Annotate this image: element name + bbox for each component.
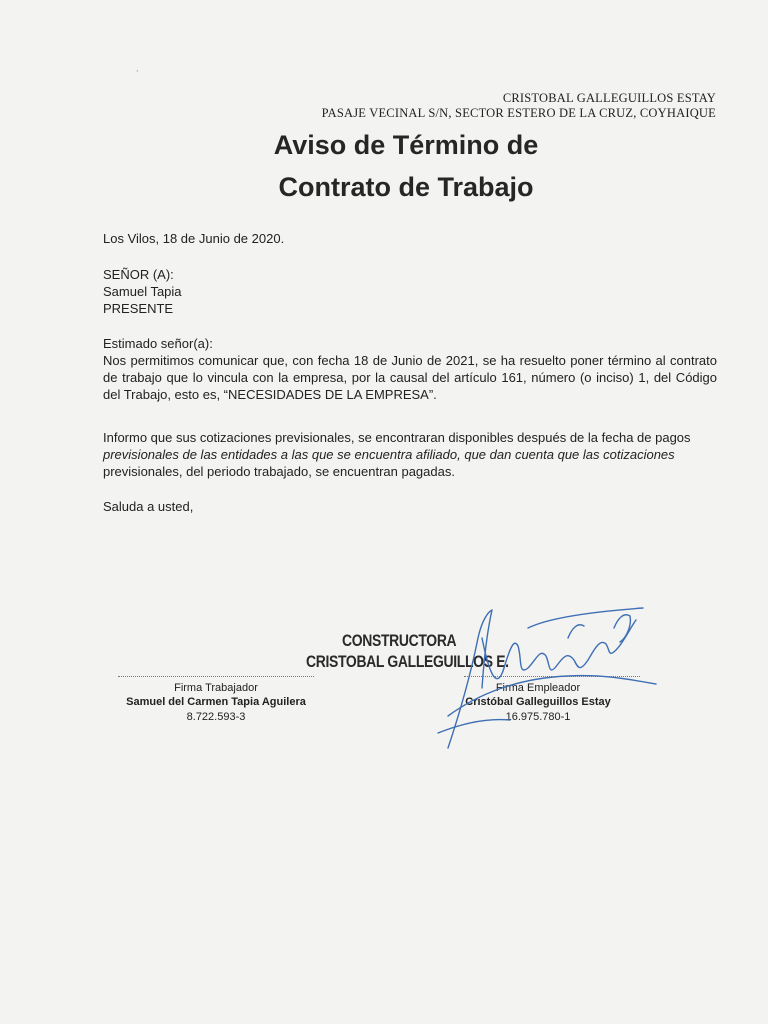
employer-rut: 16.975.780-1 (505, 711, 571, 723)
body-paragraph-2-line1: Informo que sus cotizaciones previsionales, se encontraran disponibles después de la fecha de pagos (103, 430, 691, 445)
greeting: Estimado señor(a): (103, 336, 213, 351)
scan-speck: , (136, 64, 139, 73)
body-paragraph-1: Nos permitimos comunicar que, con fecha 18 de Junio de 2021, se ha resuelto poner término al contrato de trabajo que lo vincula con la empresa, por la causal del artículo 161, número (o inciso) 1, del Código del Trabajo, esto es, “NECESIDADES DE LA EMPRESA”. (103, 353, 717, 402)
company-stamp-line2: CRISTOBAL GALLEGUILLOS E. (306, 652, 509, 671)
employer-signature-label: Firma Empleador (495, 682, 581, 694)
worker-signature-label: Firma Trabajador (174, 682, 258, 694)
document-title-line1: Aviso de Término de (273, 130, 539, 160)
worker-rut: 8.722.593-3 (186, 711, 246, 723)
company-stamp-line1: CONSTRUCTORA (342, 631, 457, 650)
worker-signature-line (118, 676, 314, 677)
body-paragraph-2-line2-text: previsionales de las entidades a las que se encuentra afiliado, que dan cuenta que las cotizaciones (103, 447, 675, 462)
header-sender-address: PASAJE VECINAL S/N, SECTOR ESTERO DE LA CRUZ, COYHAIQUE (321, 106, 716, 120)
header-sender-name: CRISTOBAL GALLEGUILLOS ESTAY (502, 91, 716, 105)
date-line: Los Vilos, 18 de Junio de 2020. (103, 231, 285, 246)
recipient-name: Samuel Tapia (103, 284, 182, 299)
recipient-presente: PRESENTE (103, 301, 174, 316)
document-title-line2: Contrato de Trabajo (278, 172, 534, 202)
worker-full-name: Samuel del Carmen Tapia Aguilera (126, 696, 306, 708)
body-paragraph-2-line2 (103, 446, 717, 463)
body-paragraph-2-line3: previsionales, del periodo trabajado, se encuentran pagadas. (103, 464, 455, 479)
recipient-salutation: SEÑOR (A): (103, 267, 174, 282)
body-paragraph-2 (103, 429, 717, 480)
employer-handwritten-signature (418, 598, 658, 758)
closing: Saluda a usted, (103, 499, 194, 514)
employer-full-name: Cristóbal Galleguillos Estay (465, 696, 611, 708)
